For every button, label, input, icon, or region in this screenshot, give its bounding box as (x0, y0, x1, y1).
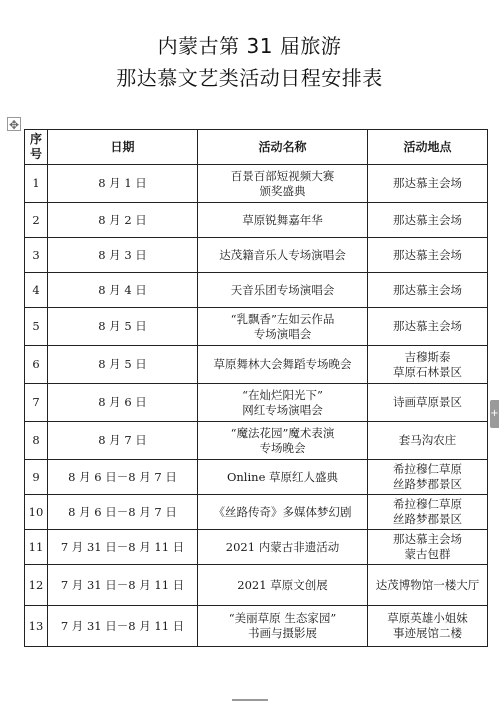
cell-no: 2 (25, 203, 48, 238)
venue-line: 蒙古包群 (404, 547, 451, 561)
venue-line: 丝路梦郡景区 (393, 477, 462, 491)
cell-venue (368, 460, 488, 495)
cell-no: 1 (25, 165, 48, 203)
cell-date: 8 月 1 日 (48, 165, 198, 203)
cell-activity (198, 308, 368, 346)
activity-line: 2021 草原文创展 (237, 577, 328, 592)
venue-line: 吉穆斯泰 (404, 349, 451, 364)
venue-line: 那达慕主会场 (393, 247, 462, 262)
cell-date: 8 月 3 日 (48, 238, 198, 273)
cell-venue (368, 565, 488, 606)
cell-activity (198, 495, 368, 530)
venue-line: 丝路梦郡景区 (393, 512, 462, 526)
cell-no: 5 (25, 308, 48, 346)
header-no: 序号 (25, 130, 48, 165)
cell-venue (368, 346, 488, 384)
add-icon[interactable]: + (490, 400, 499, 428)
cell-activity (198, 530, 368, 565)
cell-venue (368, 203, 488, 238)
title-line-2: 那达慕文艺类活动日程安排表 (116, 66, 383, 90)
cell-activity (198, 460, 368, 495)
table-row (25, 460, 488, 495)
activity-line: 专场晚会 (259, 440, 306, 455)
cell-date: 7 月 31 日－8 月 11 日 (48, 565, 198, 606)
cell-date: 8 月 7 日 (48, 422, 198, 460)
cell-date: 8 月 2 日 (48, 203, 198, 238)
venue-line: 草原英雄小姐妹 (387, 611, 468, 625)
cell-activity (198, 346, 368, 384)
cell-date: 8 月 5 日 (48, 308, 198, 346)
table-row (25, 606, 488, 647)
cell-date: 7 月 31 日－8 月 11 日 (48, 530, 198, 565)
activity-line: “在灿烂阳光下” (242, 387, 323, 402)
cell-date: 8 月 4 日 (48, 273, 198, 308)
table-row (25, 203, 488, 238)
cell-venue (368, 422, 488, 460)
venue-line: 那达慕主会场 (393, 532, 462, 546)
table-row (25, 384, 488, 422)
cell-activity (198, 384, 368, 422)
cell-date: 8 月 6 日 (48, 384, 198, 422)
venue-line: 事迹展馆二楼 (393, 626, 462, 640)
page-scroll-indicator (232, 699, 268, 701)
cell-venue (368, 495, 488, 530)
table-row (25, 495, 488, 530)
activity-line: 草原舞林大会舞蹈专场晚会 (213, 357, 352, 371)
cell-venue (368, 308, 488, 346)
document-title (0, 30, 499, 94)
cell-venue (368, 384, 488, 422)
schedule-table (24, 129, 488, 647)
activity-line: “乳飘香”左如云作品 (230, 311, 335, 326)
activity-line: 达茂籍音乐人专场演唱会 (219, 247, 346, 262)
activity-line: 2021 内蒙古非遗活动 (225, 539, 340, 554)
cell-no: 7 (25, 384, 48, 422)
cell-date: 8 月 6 日－8 月 7 日 (48, 460, 198, 495)
table-header-row (25, 130, 488, 165)
header-activity: 活动名称 (198, 130, 368, 165)
activity-line: 颁奖盛典 (259, 183, 306, 198)
cell-no: 3 (25, 238, 48, 273)
venue-line: 草原石林景区 (393, 364, 462, 379)
venue-line: 那达慕主会场 (393, 176, 462, 190)
cell-activity (198, 565, 368, 606)
cell-venue (368, 606, 488, 647)
venue-line: 套马沟农庄 (398, 433, 457, 447)
cell-activity (198, 606, 368, 647)
cell-venue (368, 273, 488, 308)
cell-activity (198, 238, 368, 273)
table-row (25, 422, 488, 460)
cell-no: 12 (25, 565, 48, 606)
move-icon[interactable]: ✥ (8, 118, 20, 132)
table-row (25, 273, 488, 308)
table-row (25, 165, 488, 203)
cell-venue (368, 530, 488, 565)
cell-no: 11 (25, 530, 48, 565)
cell-activity (198, 203, 368, 238)
cell-no: 6 (25, 346, 48, 384)
table-row (25, 308, 488, 346)
table-row (25, 565, 488, 606)
cell-activity (198, 422, 368, 460)
cell-date: 8 月 6 日－8 月 7 日 (48, 495, 198, 530)
table-row (25, 530, 488, 565)
cell-no: 8 (25, 422, 48, 460)
venue-line: 希拉穆仁草原 (393, 497, 462, 511)
venue-line: 那达慕主会场 (393, 282, 462, 297)
cell-venue (368, 165, 488, 203)
activity-line: “魔法花园”魔术表演 (230, 425, 335, 440)
cell-no: 10 (25, 495, 48, 530)
activity-line: 天音乐团专场演唱会 (230, 282, 335, 297)
cell-no: 13 (25, 606, 48, 647)
cell-venue (368, 238, 488, 273)
header-date: 日期 (48, 130, 198, 165)
activity-line: “美丽草原 生态家园” (228, 611, 337, 625)
table-row (25, 346, 488, 384)
table-row (25, 238, 488, 273)
activity-line: 书画与摄影展 (248, 626, 317, 640)
venue-line: 那达慕主会场 (393, 212, 462, 227)
title-line-1: 内蒙古第 31 届旅游 (157, 34, 342, 58)
activity-line: 百景百部短视频大赛 (230, 168, 335, 183)
venue-line: 那达慕主会场 (393, 319, 462, 333)
venue-line: 达茂博物馆一楼大厅 (375, 577, 480, 592)
cell-no: 4 (25, 273, 48, 308)
cell-activity (198, 273, 368, 308)
cell-date: 7 月 31 日－8 月 11 日 (48, 606, 198, 647)
activity-line: 网红专场演唱会 (242, 402, 323, 417)
activity-line: 《丝路传奇》多媒体梦幻剧 (213, 504, 352, 519)
activity-line: 专场演唱会 (253, 326, 312, 341)
activity-line: 草原锐舞嘉年华 (242, 212, 323, 227)
cell-no: 9 (25, 460, 48, 495)
venue-line: 希拉穆仁草原 (393, 462, 462, 476)
table-body (25, 165, 488, 647)
header-venue: 活动地点 (368, 130, 488, 165)
cell-activity (198, 165, 368, 203)
venue-line: 诗画草原景区 (393, 395, 462, 409)
activity-line: Online 草原红人盛典 (226, 469, 339, 484)
cell-date: 8 月 5 日 (48, 346, 198, 384)
